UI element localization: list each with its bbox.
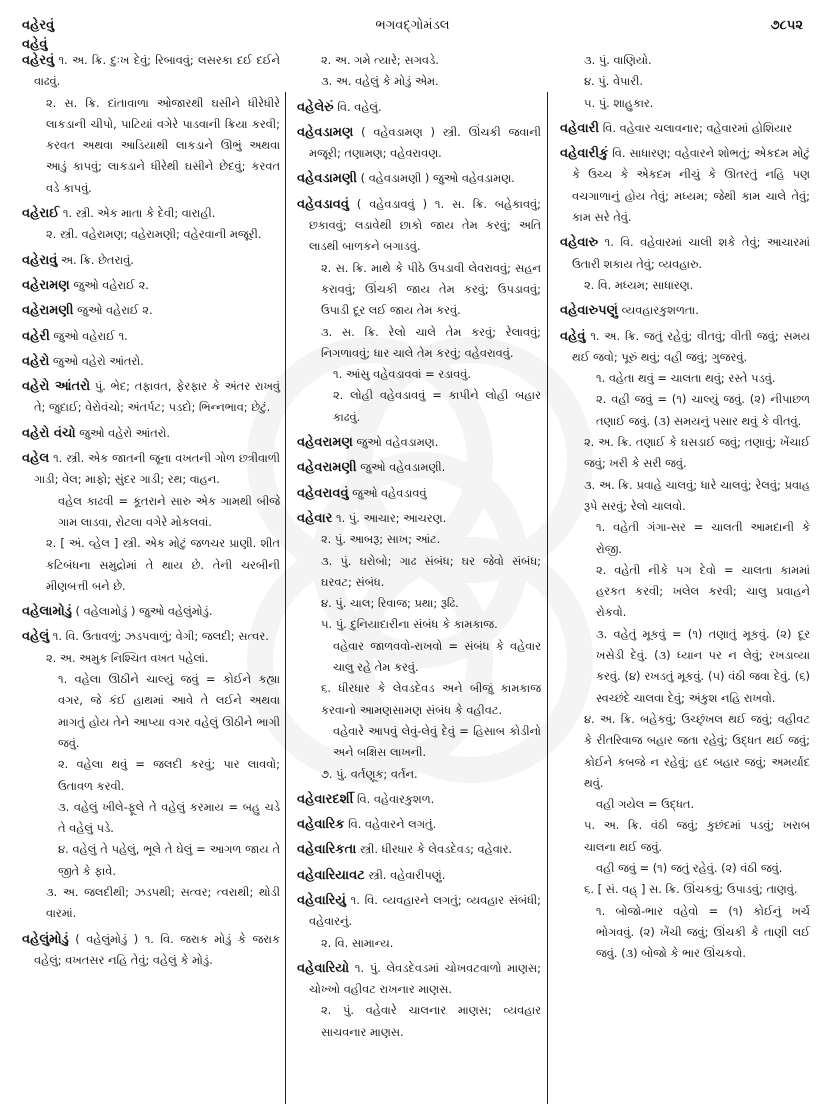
dictionary-entry xyxy=(560,50,810,114)
entry-first-line xyxy=(560,300,810,321)
definition-text: જુઓ વહેરાઈ ૨. xyxy=(73,277,149,292)
sense-definition: ૨. સ. ક્રિ. માથે કે પીઠે ઉપડાવી લેવરાવવું; સહન કરાવવું; ઊંચકી જાય તેમ કરવું; ઉપડાવવું; ઉપાડી દૂર લઈ જાય તેમ કરવું. xyxy=(321,260,541,318)
definition-text: જુઓ વહેરો આંતરો. xyxy=(79,425,171,440)
headword: વહેરામણ xyxy=(22,277,70,293)
dictionary-entry xyxy=(22,423,280,444)
entry-first-line xyxy=(297,122,542,165)
definition-text: વિ. વહેવારકુશળ. xyxy=(356,791,435,806)
column-divider xyxy=(285,92,286,1104)
sense-definition: ૭. પું. વર્તણૂક; વર્તન. xyxy=(321,766,418,781)
sense-definition: ૨. વિ. સામાન્ય. xyxy=(321,935,394,950)
dictionary-entry xyxy=(297,958,541,1043)
entry-first-line xyxy=(22,376,280,419)
entry-first-line xyxy=(297,839,541,860)
dictionary-entry xyxy=(297,865,541,886)
definition-text: વિ. વહેવાર ચલાવનાર; વહેવારમાં હોશિયાર xyxy=(602,120,793,135)
dictionary-entry xyxy=(297,508,541,785)
definition-text: વિ. વહેવારને લગતું. xyxy=(348,817,437,832)
dictionary-entry xyxy=(297,839,541,860)
entry-first-line xyxy=(560,118,810,139)
dictionary-entry xyxy=(22,448,280,597)
entry-first-line xyxy=(297,890,541,933)
dictionary-entry xyxy=(297,194,541,428)
dictionary-entry xyxy=(22,250,280,271)
sense-definition: ૨. અ. ગમે ત્યારે; સગવડે. xyxy=(321,53,439,67)
dictionary-entry xyxy=(297,483,541,504)
usage-example: ૨. વહેલા થવું = જલદી કરવું; પાર લાવવો; ઉતાવળ કરવી. xyxy=(58,757,280,793)
headword: વહેલું xyxy=(22,629,50,645)
headword: વહેરો આંતરો xyxy=(22,379,91,395)
definition-text: સ્ત્રી. વહેવારીપણું. xyxy=(368,867,446,882)
headword: વહેવારીકું xyxy=(560,146,609,162)
headword: વહેવારદર્શી xyxy=(297,791,354,807)
page-header xyxy=(22,18,803,52)
dictionary-entry xyxy=(22,300,280,321)
dictionary-entry xyxy=(22,351,280,372)
headword: વહેવડામણ xyxy=(297,124,354,140)
sense-definition: ૫. અ. ક્રિ. વંઠી જવું; કુછંદમાં પડવું; ખરાબ ચાલના થઈ જવું. xyxy=(584,818,810,854)
entry-first-line xyxy=(297,432,541,453)
definition-text: ૧. સ્ત્રી. એક માતા કે દેવી; વારાહી. xyxy=(62,206,216,221)
definition-text: ૧. વિ. ઉતાવળું; ઝડપવાળું; વેગી; જલદી; સત્વર. xyxy=(52,629,269,644)
sense-definition: ૩. અ. ક્રિ. પ્રવાહે ચાલવું; ધારે ચાલવું; રેલવું; પ્રવાહ રૂપે સરવું; રેલો ચાલવો. xyxy=(584,477,810,513)
guide-word-top: વહેરવું xyxy=(22,18,55,33)
dictionary-entry xyxy=(297,50,541,93)
headword: વહેવારિયો xyxy=(297,960,350,976)
headword: વહેવારુ xyxy=(560,235,599,251)
guide-word-bottom: વહેવું xyxy=(22,37,48,52)
book-title: ભગવદ્ગોમંડલ xyxy=(375,18,450,33)
sense-definition: ૫. પું. દુનિયાદારીના સંબંધ કે કામકાજ. xyxy=(321,617,498,632)
dictionary-entry xyxy=(297,168,541,189)
headword: વહેવરામણ xyxy=(297,435,353,451)
definition-text: ( વહેલામોડું ) જુઓ વહેલુંમોડું. xyxy=(75,604,213,619)
entry-first-line xyxy=(22,448,280,491)
entry-first-line xyxy=(22,626,280,647)
entry-first-line xyxy=(297,865,541,886)
sense-definition: ૩. સ. ક્રિ. રેલો ચાલે તેમ કરવું; રેલાવવું; નિગળાવવું; ધાર ચાલે તેમ કરવું; વહેવરાવવું. xyxy=(321,324,541,360)
dictionary-entry xyxy=(22,376,280,419)
sense-definition: ૨. [ અં. વ્હેલ ] સ્ત્રી. એક મોટું જળચર પ્રાણી. શીત કટિબંધના સમુદ્રોમાં તે થાય છે. તેની ચરબીની મીણબત્તી બને છે. xyxy=(46,536,280,593)
headword: વહેવડામણી xyxy=(297,171,357,187)
entry-first-line xyxy=(297,457,541,478)
usage-example: ૧. વહેતી ગંગા-સર = ચાલતી આમદાની કે રોજી. xyxy=(596,520,810,556)
sense-definition: ૪. પું. વેપારી. xyxy=(584,74,643,89)
usage-example: ૧. બોજો-ભાર વહેવો = (૧) કોઈનું ખર્ચ ભોગવવું. (૨) ખેંચી જવું; ઊંચકી કે તાણી લઈ જવું. (૩) બોજો કે ભાર ઊંચકવો. xyxy=(596,903,810,961)
definition-text: ( વહેવડામણ ) સ્ત્રી. ઊંચકી જવાની મજૂરી; તણામણ; વહેવરાવણ. xyxy=(309,124,542,161)
usage-example: ૨. વહેતી નીકે પગ દેવો = ચાલતા કામમાં હરકત કરવી; ખલેલ કરવી; ચાલુ પ્રવાહને રોકવો. xyxy=(596,562,810,620)
headword: વહેરો xyxy=(22,353,50,369)
entry-first-line xyxy=(297,508,541,529)
headword: વહેરાઈ xyxy=(22,206,60,222)
sense-definition: ૨. પું. વહેવારે ચાલનાર માણસ; વ્યવહાર સાચવનાર માણસ. xyxy=(321,1003,541,1039)
entry-first-line xyxy=(297,814,541,835)
definition-text: જુઓ વહેવડામણ. xyxy=(356,435,439,450)
definition-text: ( વહેવડામણી ) જુઓ વહેવડામણ. xyxy=(360,171,515,186)
column-2 xyxy=(297,50,541,1047)
definition-text: ૧. પું. આચાર; આચરણ. xyxy=(335,510,447,525)
sense-definition: ૨. અ. ક્રિ. તણાઈ કે ઘસડાઈ જવું; તણાવું; ખેંચાઈ જવું; ખરી કે સરી જવું. xyxy=(584,435,810,471)
usage-example: ૧. વહેતા થવું = ચાલતા થવું; રસ્તે પડવું. xyxy=(596,371,776,386)
definition-text: ૧. વિ. વ્યવહારને લગતું; વ્યવહાર સંબંધી; વહેવારનું. xyxy=(309,892,541,929)
dictionary-entry xyxy=(560,232,810,296)
usage-example: વહેવાર જાળવવો-રાખવો = સંબંધ કે વહેવાર ચાલુ રહે તેમ કરવું. xyxy=(333,638,541,675)
entry-first-line xyxy=(22,275,280,296)
entry-first-line xyxy=(22,300,280,321)
dictionary-entry xyxy=(560,143,810,228)
sense-definition: ૨. સ. ક્રિ. દાંતાવાળા ઓજારથી ઘસીને ધીરેધીરે લાકડાની ચીપો, પાટિયાં વગેરે પાડવાની ક્રિયા કરવી; કરવત અથવા આડિયાથી લાકડાને ઊભું અથવા આડું કાપવું; લાકડાને ધીરેથી ઘસીને છેદવું; કરવત વડે કાપવું. xyxy=(46,95,280,195)
dictionary-entry xyxy=(297,122,541,165)
definition-text: વિ. સાધારણ; વહેવારને શોભતું; એકદમ મોટું કે ઉચ્ચ કે એકદમ નીચું કે ઊતરતું નહિ પણ વચગાળાનું હોય તેવું; મધ્યમ; જેથી કામ ચાલે તેવું; કામ સરે તેવું. xyxy=(572,146,810,225)
sense-definition: ૪. પું. ચાલ; રિવાજ; પ્રથા; રૂઢિ. xyxy=(321,596,459,611)
entry-first-line xyxy=(22,250,280,271)
dictionary-entry xyxy=(297,814,541,835)
column-3 xyxy=(560,50,810,968)
headword: વહેવારિયું xyxy=(297,892,346,908)
sense-definition: ૪. અ. ક્રિ. બહેકવું; ઉચ્છૃંખલ થઈ જવું; વહીવટ કે રીતરિવાજ બહાર જતા રહેવું; ઉદ્ધત થઈ જવું; કોઈને કબજે ન રહેવું; હદ બહાર જવું; અમર્યાદ થવું. xyxy=(584,711,810,790)
entry-first-line xyxy=(22,326,280,347)
sense-definition: ૨. અ. અમુક નિશ્ચિત વખત પહેલાં. xyxy=(46,650,209,665)
dictionary-entry xyxy=(560,300,810,321)
entry-first-line xyxy=(22,601,280,622)
definition-text: પું. ભેદ; તફાવત, ફેરફાર કે અંતર રાખવું તે; જુદાઈ; વેરોવંચો; અંતર્પટ; પડદો; ભિન્નભાવ; છેટું. xyxy=(34,379,280,415)
headword: વહેલ xyxy=(22,451,50,467)
entry-first-line xyxy=(22,351,280,372)
definition-text: જુઓ વહેરાઈ ૧. xyxy=(53,328,128,343)
dictionary-entry xyxy=(22,50,280,199)
dictionary-entry xyxy=(22,929,280,972)
entry-first-line xyxy=(297,789,541,810)
headword: વહેવાર xyxy=(297,510,333,526)
sense-definition: ૨. વિ. મધ્યમ; સાધારણ. xyxy=(584,277,694,292)
headword: વહેરવું xyxy=(22,53,55,68)
dictionary-entry xyxy=(297,432,541,453)
entry-first-line xyxy=(560,143,810,228)
headword: વહેવારિક xyxy=(297,817,345,833)
headword: વહેલેરું xyxy=(297,99,334,115)
headword: વહેરો વંચો xyxy=(22,425,76,441)
headword: વહેરામણી xyxy=(22,303,74,319)
headword: વહેવારુપણું xyxy=(560,303,618,319)
headword: વહેરાવું xyxy=(22,252,58,268)
entry-first-line xyxy=(22,929,280,972)
headword: વહેરી xyxy=(22,328,50,344)
definition-text: જુઓ વહેવડાવવું xyxy=(352,485,427,500)
sense-definition: ૫. પું. શાહુકાર. xyxy=(584,95,654,110)
usage-example: વહેવારે આપવું લેવું-લેવું દેવું = હિસાબ કોડીનો અને બક્ષિસ લાખની. xyxy=(333,723,541,760)
entry-first-line xyxy=(297,958,541,1001)
headword: વહેવારી xyxy=(560,120,600,136)
dictionary-entry xyxy=(22,601,280,622)
usage-example: વહેલ કાઢવી = કૂતરાને સારુ એક ગામથી બીજે ગામ લાડવા, રોટલા વગેરે મોકલવાં. xyxy=(58,493,280,529)
definition-text: વ્યવહારકુશળતા. xyxy=(621,303,699,318)
entry-first-line xyxy=(22,203,280,224)
definition-text: ૧. અ. ક્રિ. જતું રહેવું; વીતવું; વીતી જવું; સમય થઈ જવો; પૂરું થવું; વહી જવું; ગુજરવું. xyxy=(572,328,811,364)
sense-definition: ૩. અ. વહેલું કે મોડું એમ. xyxy=(321,74,439,89)
sense-definition: ૩. પું. વાણિયો. xyxy=(584,53,652,67)
usage-example: ૩. વહેલું ખીલે-ફૂલે તે વહેલું કરમાય = બહુ ચડે તે વહેલું પડે. xyxy=(58,799,280,836)
dictionary-entry xyxy=(22,326,280,347)
dictionary-entry xyxy=(560,326,810,965)
sense-definition: ૬. ધીરધાર કે લેવડદેવડ અને બીજું કામકાજ કરવાનો આમણસામણ સંબંધ કે વહીવટ. xyxy=(321,681,541,717)
entry-first-line xyxy=(22,50,280,93)
usage-example: ૧. વહેલા ઊઠીને ચાલ્યું જવું = કોઈને કહ્યા વગર, જે કંઈ હાથમાં આવે તે લઈને અથવા માગતું હોય તેને આપ્યા વગર વહેલું ઊઠીને ભાગી જવું. xyxy=(58,672,280,750)
usage-example: ૧. આંસુ વહેવડાવવાં = રડાવવું. xyxy=(333,367,472,382)
definition-text: જુઓ વહેરો આંતરો. xyxy=(52,353,144,368)
usage-example: ૨. લોહી વહેવડાવવું = કાપીને લોહી બહાર કાઢવું. xyxy=(333,388,541,424)
sense-definition: ૨. પું. આબરૂ; સાખ; આંટ. xyxy=(321,532,441,547)
page-number: ૭૮૫૨ xyxy=(770,18,803,33)
definition-text: જુઓ વહેવડામણી. xyxy=(360,460,446,475)
headword: વહેવરામણી xyxy=(297,460,357,476)
headword: વહેવડાવવું xyxy=(297,196,349,212)
headword: વહેવારિયાવટ xyxy=(297,867,365,883)
dictionary-entry xyxy=(297,457,541,478)
headword: વહેવરાવવું xyxy=(297,485,349,501)
usage-example: ૩. વહેતું મૂકવું = (૧) તણાતું મૂકવું. (૨) દૂર ખસેડી દેવું. (૩) ધ્યાન પર ન લેવું; રખડાવ્યા કરવું. (૪) રખડતું મૂકવું. (૫) વંઠી જવા દેવું. (૬) સ્વચ્છંદે ચાલવા દેવું; અંકુશ નહિ રાખવો. xyxy=(596,626,810,705)
entry-first-line xyxy=(297,194,541,258)
definition-text: અ. ક્રિ. છેતરાવું. xyxy=(60,252,134,267)
entry-first-line xyxy=(560,326,811,369)
definition-text: ૧. સ્ત્રી. એક જાતની જૂના વખતની ગોળ છત્રીવાળી ગાડી; વેલ; માફો; સુંદર ગાડી; રથ; વાહન. xyxy=(34,451,280,487)
sense-definition: ૩. અ. જલદીથી; ઝડપથી; સત્વર; ત્વરાથી; થોડી વારમાં. xyxy=(46,884,280,921)
headword: વહેલામોડું xyxy=(22,604,72,620)
dictionary-entry xyxy=(22,203,280,246)
dictionary-entry xyxy=(22,626,280,924)
entry-first-line xyxy=(22,423,280,444)
dictionary-entry xyxy=(297,890,541,954)
sense-definition: ૨. સ્ત્રી. વહેરામણ; વહેરામણી; વહેરવાની મજૂરી. xyxy=(46,227,262,242)
dictionary-entry xyxy=(560,118,810,139)
definition-text: ૧. પું. લેવડદેવડમાં ચોખવટવાળો માણસ; ચોખ્ખો વહીવટ રાખનાર માણસ. xyxy=(309,960,541,997)
sense-definition: ૩. પું. ઘરોબો; ગાઢ સંબંધ; ઘર જેવો સંબંધ; ઘરવટ; સંબંધ. xyxy=(321,553,541,589)
entry-first-line xyxy=(560,232,811,275)
headword: વહેવારિકતા xyxy=(297,842,357,858)
usage-example: ૪. વહેલું તે પહેલું, ભૂલે તે ઘેલું = આગળ જાય તે જીતે કે ફાવે. xyxy=(58,842,280,878)
definition-text: વિ. વહેલું. xyxy=(337,99,382,114)
entry-first-line xyxy=(297,97,541,118)
entry-first-line xyxy=(297,483,541,504)
column-1 xyxy=(22,50,280,975)
definition-text: સ્ત્રી. ધીરધાર કે લેવડદેવડ; વહેવાર. xyxy=(359,842,513,857)
dictionary-entry xyxy=(297,789,541,810)
dictionary-entry xyxy=(22,275,280,296)
dictionary-entry xyxy=(297,97,541,118)
entry-first-line xyxy=(297,168,541,189)
definition-text: ( વહેવડાવવું ) ૧. સ. ક્રિ. બહેકાવવું; છકાવવું; લડાવેથી છાકો જાય તેમ કરવું; અતિ લાડથી બાળકને બગાડવું. xyxy=(309,196,541,254)
definition-text: ( વહેલુંમોડું ) ૧. વિ. જરાક મોડું કે જરાક વહેલું; વખતસર નહિ તેવું; વહેલું કે મોડું. xyxy=(34,931,280,967)
usage-example: વહી જવું = (૧) જતું રહેવું. (૨) વંઠી જવું. xyxy=(596,860,783,875)
headword: વહેલુંમોડું xyxy=(22,931,69,947)
definition-text: ૧. વિ. વહેવારમાં ચાલી શકે તેવું; આચારમાં ઉતારી શકાય તેવું; વ્યવહારુ. xyxy=(572,235,811,271)
headword: વહેવું xyxy=(560,328,586,344)
definition-text: ૧. અ. ક્રિ. દુઃખ દેવું; રિબાવવું; લસરકા દઈ દઈને વાઢવું. xyxy=(34,53,280,89)
sense-definition: ૬. [ સં. વહ્ ] સ. ક્રિ. ઊંચકવું; ઉપાડવું; તાણવું. xyxy=(584,882,798,897)
column-divider xyxy=(547,92,548,1104)
dictionary-columns xyxy=(0,50,825,1100)
usage-example: વહી ગયેલ = ઉદ્ધત. xyxy=(596,797,695,812)
usage-example: ૨. વહી જવું = (૧) ચાલ્યું જવું. (૨) નીપાછળ તણાઈ જવું. (૩) સમયનું પસાર થવું કે વીતવું. xyxy=(596,392,810,428)
definition-text: જુઓ વહેરાઈ ૨. xyxy=(77,303,153,318)
